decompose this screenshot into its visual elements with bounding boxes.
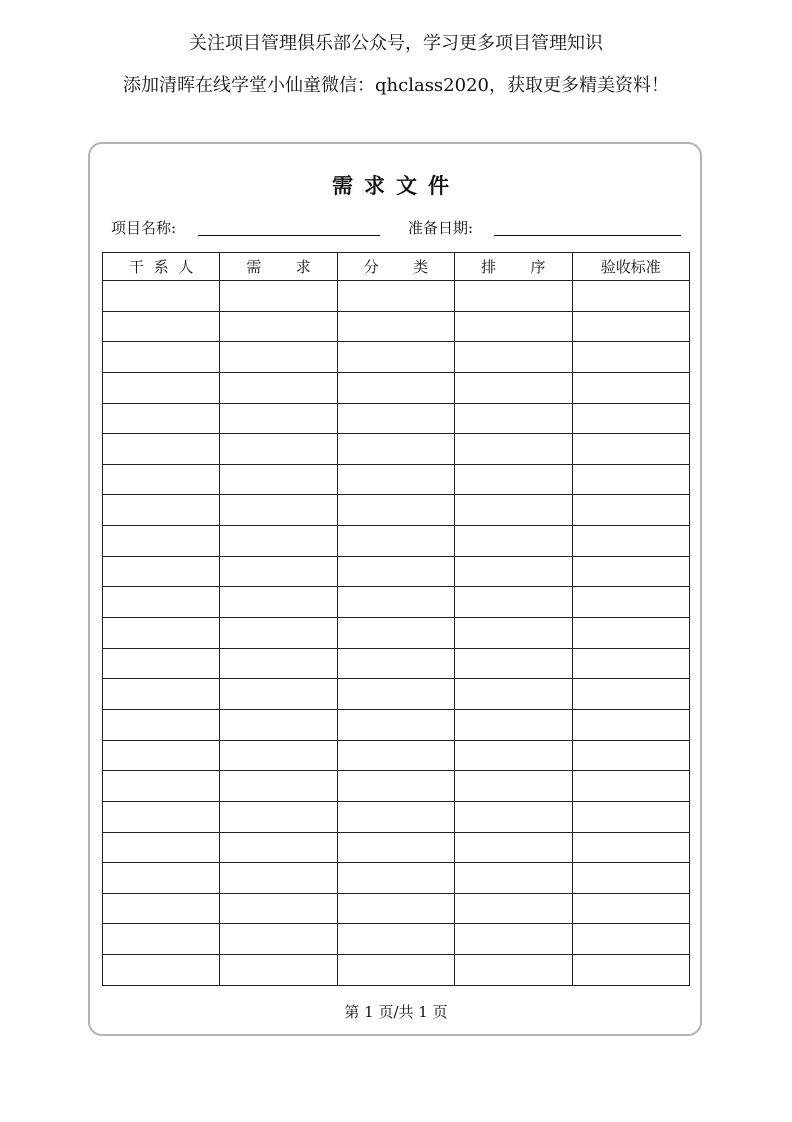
table-cell-category[interactable] — [337, 618, 454, 649]
table-cell-acceptance[interactable] — [572, 311, 689, 342]
table-cell-requirement[interactable] — [220, 587, 337, 618]
table-cell-priority[interactable] — [455, 526, 572, 557]
table-cell-acceptance[interactable] — [572, 893, 689, 924]
table-cell-stakeholder[interactable] — [103, 740, 220, 771]
table-cell-acceptance[interactable] — [572, 495, 689, 526]
prep-date-label: 准备日期: — [408, 219, 474, 237]
table-cell-stakeholder[interactable] — [103, 281, 220, 312]
table-row — [103, 648, 690, 679]
form-title: 需求文件 — [332, 174, 460, 198]
table-cell-priority[interactable] — [455, 955, 572, 986]
table-cell-requirement[interactable] — [220, 372, 337, 403]
table-row — [103, 893, 690, 924]
table-cell-category[interactable] — [337, 832, 454, 863]
table-cell-requirement[interactable] — [220, 618, 337, 649]
table-row — [103, 495, 690, 526]
table-cell-priority[interactable] — [455, 832, 572, 863]
table-cell-requirement[interactable] — [220, 771, 337, 802]
table-cell-category[interactable] — [337, 771, 454, 802]
table-cell-priority[interactable] — [455, 372, 572, 403]
table-cell-requirement[interactable] — [220, 740, 337, 771]
table-cell-stakeholder[interactable] — [103, 801, 220, 832]
column-header-text: 求 — [295, 257, 311, 276]
column-header-text: 类 — [413, 257, 429, 276]
table-cell-acceptance[interactable] — [572, 955, 689, 986]
table-cell-requirement[interactable] — [220, 434, 337, 465]
table-cell-requirement[interactable] — [220, 924, 337, 955]
table-row — [103, 709, 690, 740]
table-row — [103, 618, 690, 649]
table-cell-category[interactable] — [337, 924, 454, 955]
table-cell-acceptance[interactable] — [572, 771, 689, 802]
table-header-row — [103, 253, 690, 281]
table-cell-acceptance[interactable] — [572, 618, 689, 649]
column-header-priority — [455, 253, 572, 281]
column-header-text: 需 — [246, 257, 262, 276]
project-name-field[interactable] — [198, 235, 380, 236]
table-cell-category[interactable] — [337, 434, 454, 465]
column-header-text: 干 — [129, 257, 145, 276]
table-body — [103, 281, 690, 986]
table-cell-priority[interactable] — [455, 863, 572, 894]
table-cell-priority[interactable] — [455, 587, 572, 618]
table-row — [103, 863, 690, 894]
table-cell-stakeholder[interactable] — [103, 709, 220, 740]
table-cell-requirement[interactable] — [220, 526, 337, 557]
table-cell-category[interactable] — [337, 740, 454, 771]
table-cell-priority[interactable] — [455, 464, 572, 495]
table-cell-category[interactable] — [337, 311, 454, 342]
table-cell-stakeholder[interactable] — [103, 924, 220, 955]
column-header-stakeholder — [103, 253, 220, 281]
table-cell-category[interactable] — [337, 801, 454, 832]
table-cell-acceptance[interactable] — [572, 832, 689, 863]
table-cell-requirement[interactable] — [220, 556, 337, 587]
table-row — [103, 924, 690, 955]
column-header-requirement — [220, 253, 337, 281]
table-row — [103, 955, 690, 986]
table-cell-stakeholder[interactable] — [103, 464, 220, 495]
table-cell-acceptance[interactable] — [572, 801, 689, 832]
table-cell-acceptance[interactable] — [572, 740, 689, 771]
table-row — [103, 434, 690, 465]
table-cell-requirement[interactable] — [220, 955, 337, 986]
table-cell-requirement[interactable] — [220, 679, 337, 710]
table-row — [103, 832, 690, 863]
table-row — [103, 556, 690, 587]
table-cell-requirement[interactable] — [220, 464, 337, 495]
table-cell-priority[interactable] — [455, 679, 572, 710]
table-row — [103, 587, 690, 618]
table-cell-requirement[interactable] — [220, 403, 337, 434]
table-cell-category[interactable] — [337, 648, 454, 679]
table-cell-category[interactable] — [337, 587, 454, 618]
table-cell-category[interactable] — [337, 893, 454, 924]
table-cell-category[interactable] — [337, 556, 454, 587]
table-cell-acceptance[interactable] — [572, 648, 689, 679]
table-cell-priority[interactable] — [455, 403, 572, 434]
table-cell-category[interactable] — [337, 464, 454, 495]
table-cell-stakeholder[interactable] — [103, 679, 220, 710]
table-cell-acceptance[interactable] — [572, 924, 689, 955]
table-cell-category[interactable] — [337, 403, 454, 434]
table-cell-category[interactable] — [337, 495, 454, 526]
table-cell-category[interactable] — [337, 709, 454, 740]
column-header-acceptance — [572, 253, 689, 281]
table-cell-requirement[interactable] — [220, 495, 337, 526]
table-cell-requirement[interactable] — [220, 893, 337, 924]
table-cell-stakeholder[interactable] — [103, 893, 220, 924]
table-cell-acceptance[interactable] — [572, 556, 689, 587]
table-cell-acceptance[interactable] — [572, 403, 689, 434]
table-cell-priority[interactable] — [455, 495, 572, 526]
column-header-text: 系 — [153, 257, 169, 276]
table-cell-requirement[interactable] — [220, 648, 337, 679]
table-row — [103, 679, 690, 710]
table-cell-stakeholder[interactable] — [103, 648, 220, 679]
table-cell-stakeholder[interactable] — [103, 495, 220, 526]
table-row — [103, 311, 690, 342]
table-cell-stakeholder[interactable] — [103, 311, 220, 342]
table-cell-stakeholder[interactable] — [103, 863, 220, 894]
table-cell-requirement[interactable] — [220, 709, 337, 740]
table-cell-category[interactable] — [337, 679, 454, 710]
table-cell-acceptance[interactable] — [572, 464, 689, 495]
column-header-text: 排 — [481, 257, 497, 276]
header-promo-line-1: 关注项目管理俱乐部公众号，学习更多项目管理知识 — [189, 33, 603, 54]
table-cell-stakeholder[interactable] — [103, 618, 220, 649]
column-header-category — [337, 253, 454, 281]
table-cell-category[interactable] — [337, 342, 454, 373]
table-row — [103, 281, 690, 312]
table-row — [103, 771, 690, 802]
table-cell-stakeholder[interactable] — [103, 403, 220, 434]
table-cell-category[interactable] — [337, 526, 454, 557]
table-cell-category[interactable] — [337, 955, 454, 986]
table-cell-acceptance[interactable] — [572, 434, 689, 465]
table-cell-stakeholder[interactable] — [103, 342, 220, 373]
table-cell-category[interactable] — [337, 863, 454, 894]
table-cell-requirement[interactable] — [220, 342, 337, 373]
table-cell-priority[interactable] — [455, 924, 572, 955]
table-cell-priority[interactable] — [455, 740, 572, 771]
table-cell-acceptance[interactable] — [572, 709, 689, 740]
table-cell-requirement[interactable] — [220, 281, 337, 312]
table-cell-acceptance[interactable] — [572, 587, 689, 618]
table-row — [103, 403, 690, 434]
table-cell-stakeholder[interactable] — [103, 771, 220, 802]
header-promo-line-2: 添加清晖在线学堂小仙童微信：qhclass2020，获取更多精美资料！ — [123, 75, 669, 96]
column-header-text: 序 — [530, 257, 546, 276]
table-cell-stakeholder[interactable] — [103, 832, 220, 863]
table-cell-priority[interactable] — [455, 709, 572, 740]
column-header-text: 分 — [363, 257, 379, 276]
page-number: 第 1 页/共 1 页 — [344, 1003, 448, 1021]
table-cell-requirement[interactable] — [220, 801, 337, 832]
table-cell-acceptance[interactable] — [572, 342, 689, 373]
table-cell-stakeholder[interactable] — [103, 556, 220, 587]
table-cell-stakeholder[interactable] — [103, 587, 220, 618]
table-row — [103, 801, 690, 832]
table-cell-priority[interactable] — [455, 342, 572, 373]
table-cell-requirement[interactable] — [220, 832, 337, 863]
table-cell-acceptance[interactable] — [572, 679, 689, 710]
table-row — [103, 372, 690, 403]
table-cell-acceptance[interactable] — [572, 372, 689, 403]
table-cell-stakeholder[interactable] — [103, 955, 220, 986]
table-cell-acceptance[interactable] — [572, 281, 689, 312]
table-cell-stakeholder[interactable] — [103, 372, 220, 403]
table-cell-category[interactable] — [337, 281, 454, 312]
table-cell-priority[interactable] — [455, 893, 572, 924]
table-cell-stakeholder[interactable] — [103, 434, 220, 465]
table-cell-priority[interactable] — [455, 281, 572, 312]
table-row — [103, 526, 690, 557]
table-cell-acceptance[interactable] — [572, 526, 689, 557]
table-cell-priority[interactable] — [455, 434, 572, 465]
table-cell-category[interactable] — [337, 372, 454, 403]
table-cell-priority[interactable] — [455, 801, 572, 832]
column-header-text: 人 — [178, 257, 194, 276]
column-header-text: 验收标准 — [600, 257, 661, 276]
table-cell-stakeholder[interactable] — [103, 526, 220, 557]
table-cell-requirement[interactable] — [220, 311, 337, 342]
prep-date-field[interactable] — [494, 235, 681, 236]
table-cell-priority[interactable] — [455, 618, 572, 649]
project-name-label: 项目名称: — [111, 219, 177, 237]
table-cell-priority[interactable] — [455, 556, 572, 587]
table-row — [103, 342, 690, 373]
table-cell-requirement[interactable] — [220, 863, 337, 894]
table-row — [103, 740, 690, 771]
table-cell-priority[interactable] — [455, 771, 572, 802]
table-cell-priority[interactable] — [455, 311, 572, 342]
table-cell-priority[interactable] — [455, 648, 572, 679]
table-cell-acceptance[interactable] — [572, 863, 689, 894]
requirements-table — [102, 252, 690, 986]
table-row — [103, 464, 690, 495]
